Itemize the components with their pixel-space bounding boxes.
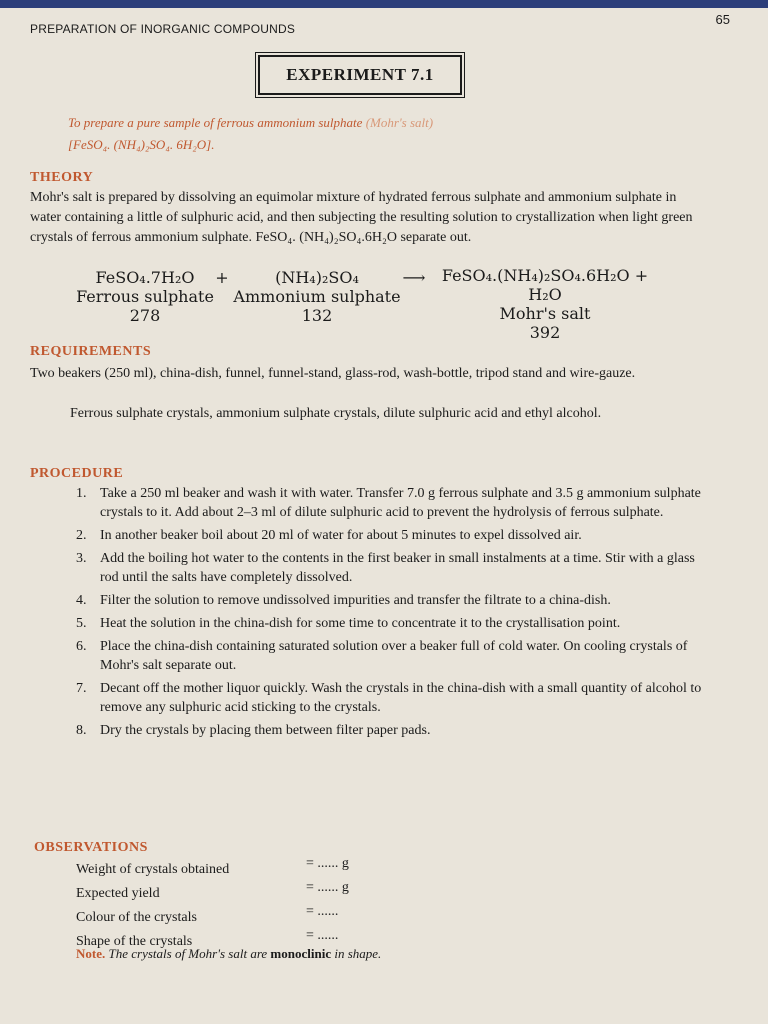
observation-value: = ...... g: [306, 880, 349, 895]
page-header: [30, 12, 730, 42]
observation-label: Expected yield: [76, 886, 160, 901]
step-text: Add the boiling hot water to the contents in the first beaker in small instalments at a time. Stir with a glass rod until the salts have completely dissolved.: [100, 551, 695, 585]
procedure-step: [76, 637, 716, 675]
procedure-step: [76, 679, 716, 717]
step-number: 2.: [76, 528, 87, 543]
step-text: In another beaker boil about 20 ml of water for about 5 minutes to expel dissolved air.: [100, 528, 582, 543]
procedure-step: [76, 721, 716, 740]
procedure-steps: [76, 484, 716, 744]
note-text-before: The crystals of Mohr's salt are: [108, 946, 268, 961]
step-text: Filter the solution to remove undissolved impurities and transfer the filtrate to a china-dish.: [100, 593, 611, 608]
product-formula: FeSO₄.(NH₄)₂SO₄.6H₂O + H₂O: [441, 266, 649, 304]
step-text: Dry the crystals by placing them between filter paper pads.: [100, 723, 431, 738]
reactant1-mass: 278: [129, 306, 161, 325]
requirements-heading: REQUIREMENTS: [30, 344, 152, 359]
procedure-step: [76, 591, 716, 610]
procedure-step: [76, 549, 716, 587]
procedure-step: [76, 614, 716, 633]
note-bold: monoclinic: [270, 946, 332, 961]
reaction-arrow: ⟶: [402, 268, 426, 287]
observation-label: Weight of crystals obtained: [76, 862, 230, 877]
procedure-heading: PROCEDURE: [30, 466, 124, 481]
observation-label: Shape of the crystals: [76, 934, 193, 949]
experiment-aim: [68, 112, 698, 156]
step-text: Place the china-dish containing saturated solution over a beaker full of cold water. On cooling crystals of Mohr's salt separate out.: [100, 639, 688, 673]
reactant1-formula: FeSO₄.7H₂O: [95, 268, 195, 287]
step-text: Heat the solution in the china-dish for some time to concentrate it to the crystallisation point.: [100, 616, 621, 631]
plus-sign: +: [215, 268, 229, 287]
aim-line1: To prepare a pure sample of ferrous ammonium sulphate: [68, 115, 363, 130]
observation-value: = ......: [306, 904, 339, 919]
procedure-step: [76, 526, 716, 545]
requirements-apparatus: Two beakers (250 ml), china-dish, funnel, funnel-stand, glass-rod, wash-bottle, tripod stand and wire-gauze.: [30, 366, 636, 381]
reactant1-name: Ferrous sulphate: [76, 287, 214, 306]
product-name: Mohr's salt: [499, 304, 591, 323]
page-number: 65: [715, 12, 730, 27]
page-top-edge: [0, 0, 768, 8]
aim-line2: [FeSO₄. (NH₄)₂SO₄. 6H₂O].: [68, 137, 215, 152]
note-text-after: in shape.: [334, 946, 382, 961]
step-number: 3.: [76, 551, 87, 566]
step-number: 6.: [76, 639, 87, 654]
procedure-step: [76, 484, 716, 522]
step-text: Decant off the mother liquor quickly. Wash the crystals in the china-dish with a small quantity of alcohol to remove any sulphuric acid sticking to the crystals.: [100, 681, 702, 715]
step-number: 1.: [76, 486, 87, 501]
observation-label: Colour of the crystals: [76, 910, 197, 925]
step-number: 5.: [76, 616, 87, 631]
reactant2-name: Ammonium sulphate: [233, 287, 401, 306]
requirements-chemicals: Ferrous sulphate crystals, ammonium sulphate crystals, dilute sulphuric acid and ethyl alcohol.: [70, 406, 602, 421]
observation-value: = ...... g: [306, 856, 349, 871]
observation-value: = ......: [306, 928, 339, 943]
theory-heading: THEORY: [30, 170, 94, 185]
product-mass: 392: [529, 323, 561, 342]
aim-line1-paren: (Mohr's salt): [365, 115, 434, 130]
running-title: PREPARATION OF INORGANIC COMPOUNDS: [30, 22, 296, 36]
step-number: 8.: [76, 723, 87, 738]
note: [76, 946, 381, 962]
reactant2-mass: 132: [301, 306, 333, 325]
note-label: Note.: [76, 946, 106, 961]
reactant2-formula: (NH₄)₂SO₄: [275, 268, 359, 287]
observations-heading: OBSERVATIONS: [34, 840, 148, 855]
step-number: 4.: [76, 593, 87, 608]
step-number: 7.: [76, 681, 87, 696]
theory-text: Mohr's salt is prepared by dissolving an equimolar mixture of hydrated ferrous sulphate and ammonium sulphate in water containing a little of sulphuric acid, and then subjecting the resulting solution to crystallization when light green crystals of ferrous ammonium sulphate. FeSO₄. (NH₄)₂SO₄.6H₂O separate out.: [30, 190, 693, 245]
step-text: Take a 250 ml beaker and wash it with water. Transfer 7.0 g ferrous sulphate and 3.5 g ammonium sulphate crystals to it. Add about 2–3 ml of dilute sulphuric acid to prevent the hydrolysis of ferrous sulphate.: [100, 486, 701, 520]
experiment-title: EXPERIMENT 7.1: [258, 55, 462, 95]
